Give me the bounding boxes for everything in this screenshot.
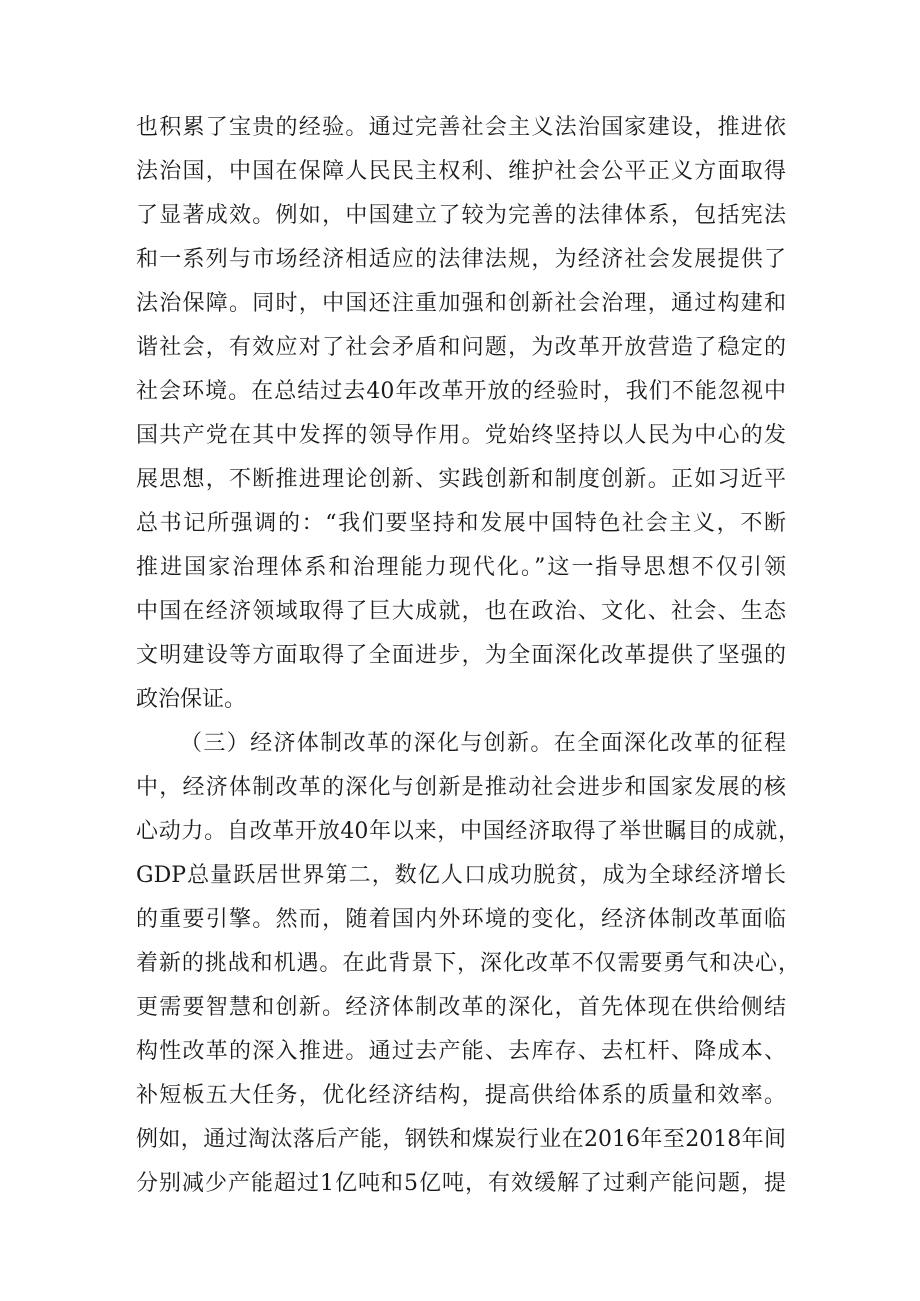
text-line: 推进国家治理体系和治理能力现代化。”这一指导思想不仅引领 bbox=[136, 555, 786, 580]
text-line: 社会环境。在总结过去40年改革开放的经验时，我们不能忽视中 bbox=[136, 379, 786, 404]
text-line: 更需要智慧和创新。经济体制改革的深化，首先体现在供给侧结 bbox=[136, 995, 786, 1020]
text-line: 法治保障。同时，中国还注重加强和创新社会治理，通过构建和 bbox=[136, 291, 786, 316]
text-line: 补短板五大任务，优化经济结构，提高供给体系的质量和效率。 bbox=[136, 1083, 786, 1108]
text-line: 的重要引擎。然而，随着国内外环境的变化，经济体制改革面临 bbox=[136, 907, 786, 932]
text-line: 文明建设等方面取得了全面进步，为全面深化改革提供了坚强的 bbox=[136, 643, 786, 668]
text-line: 法治国，中国在保障人民民主权利、维护社会公平正义方面取得 bbox=[136, 159, 786, 184]
text-line: 中，经济体制改革的深化与创新是推动社会进步和国家发展的核 bbox=[136, 775, 786, 800]
text-line: 例如，通过淘汰落后产能，钢铁和煤炭行业在2016年至2018年间 bbox=[136, 1127, 786, 1152]
text-line: 了显著成效。例如，中国建立了较为完善的法律体系，包括宪法 bbox=[136, 203, 786, 228]
text-line: 分别减少产能超过1亿吨和5亿吨，有效缓解了过剩产能问题，提 bbox=[136, 1171, 786, 1196]
text-line: 着新的挑战和机遇。在此背景下，深化改革不仅需要勇气和决心， bbox=[136, 951, 800, 976]
text-line: 总书记所强调的：“我们要坚持和发展中国特色社会主义，不断 bbox=[136, 511, 786, 536]
text-line: GDP总量跃居世界第二，数亿人口成功脱贫，成为全球经济增长 bbox=[136, 863, 786, 888]
section-heading-line: （三）经济体制改革的深化与创新。在全面深化改革的征程 bbox=[180, 731, 786, 756]
text-line: 心动力。自改革开放40年以来，中国经济取得了举世瞩目的成就， bbox=[136, 819, 800, 844]
text-line: 展思想，不断推进理论创新、实践创新和制度创新。正如习近平 bbox=[136, 467, 786, 492]
text-line: 谐社会，有效应对了社会矛盾和问题，为改革开放营造了稳定的 bbox=[136, 335, 786, 360]
text-line: 中国在经济领域取得了巨大成就，也在政治、文化、社会、生态 bbox=[136, 599, 786, 624]
text-line: 和一系列与市场经济相适应的法律法规，为经济社会发展提供了 bbox=[136, 247, 786, 272]
text-line: 国共产党在其中发挥的领导作用。党始终坚持以人民为中心的发 bbox=[136, 423, 786, 448]
text-line: 也积累了宝贵的经验。通过完善社会主义法治国家建设，推进依 bbox=[136, 115, 786, 140]
text-line: 构性改革的深入推进。通过去产能、去库存、去杠杆、降成本、 bbox=[136, 1039, 786, 1064]
text-line: 政治保证。 bbox=[136, 687, 247, 712]
